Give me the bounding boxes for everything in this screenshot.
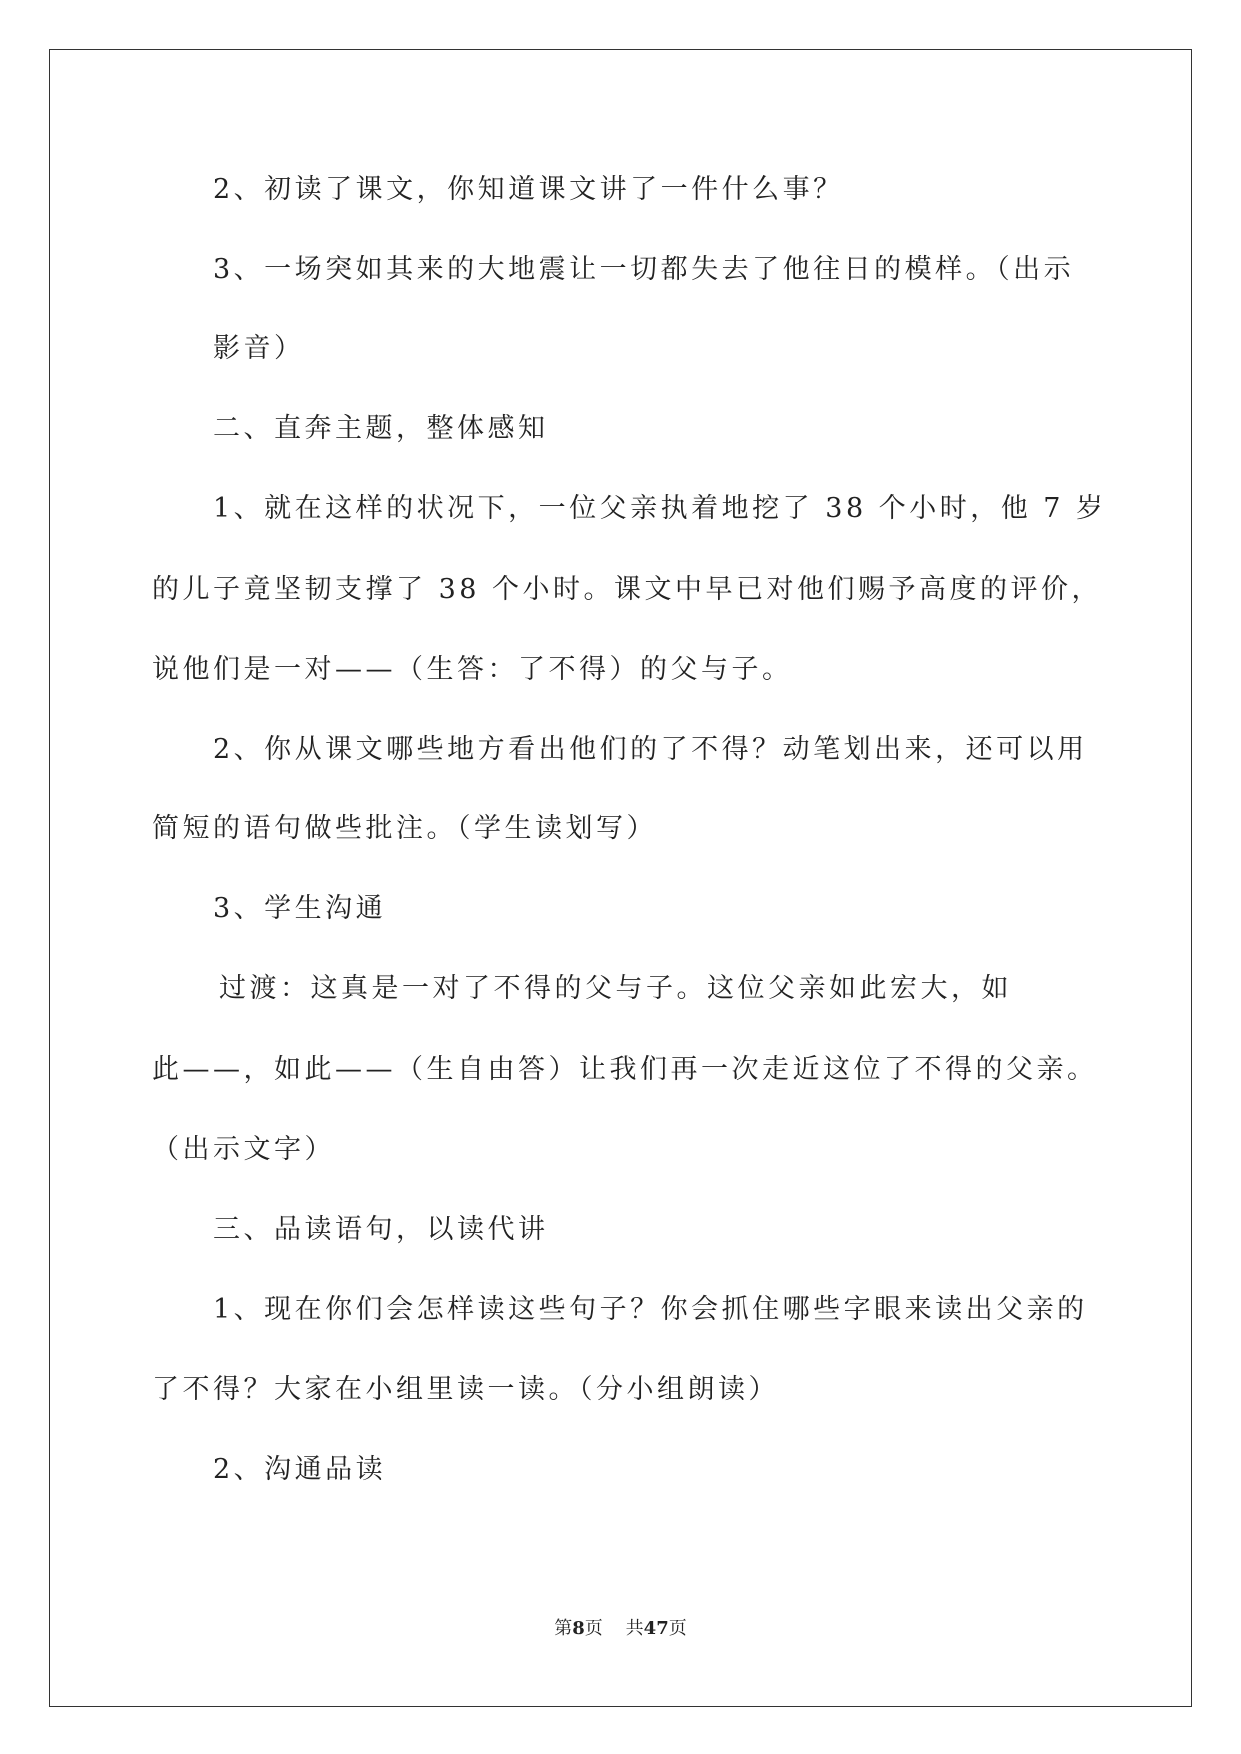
paragraph-line: 简短的语句做些批注。（学生读划写）	[152, 813, 657, 844]
paragraph-line: 2、沟通品读	[213, 1454, 387, 1485]
section-heading: 三、品读语句，以读代讲	[213, 1214, 549, 1245]
page-suffix: 页	[584, 1618, 603, 1639]
paragraph-line: 过渡：这真是一对了不得的父与子。这位父亲如此宏大，如	[219, 973, 1012, 1004]
page-footer	[0, 1617, 1241, 1641]
paragraph-line: 1、就在这样的状况下，一位父亲执着地挖了 38 个小时，他 7 岁	[213, 493, 1107, 524]
page-number: 8	[572, 1618, 585, 1639]
section-heading: 二、直奔主题，整体感知	[213, 413, 549, 444]
paragraph-line: 了不得？大家在小组里读一读。（分小组朗读）	[152, 1374, 779, 1405]
paragraph-line: 说他们是一对——（生答：了不得）的父与子。	[152, 654, 793, 685]
total-pages: 47	[643, 1618, 669, 1639]
paragraph-line: 1、现在你们会怎样读这些句子？你会抓住哪些字眼来读出父亲的	[213, 1294, 1088, 1325]
paragraph-line: 此——，如此——（生自由答）让我们再一次走近这位了不得的父亲。	[152, 1054, 1098, 1085]
paragraph-line: 3、一场突如其来的大地震让一切都失去了他往日的模样。（出示	[213, 254, 1075, 285]
page-prefix: 第	[554, 1618, 573, 1639]
paragraph-line: 的儿子竟坚韧支撑了 38 个小时。课文中早已对他们赐予高度的评价，	[152, 574, 1103, 605]
paragraph-line: （出示文字）	[152, 1134, 335, 1165]
paragraph-line: 2、你从课文哪些地方看出他们的了不得？动笔划出来，还可以用	[213, 734, 1088, 765]
total-prefix: 共	[625, 1618, 644, 1639]
paragraph-line: 3、学生沟通	[213, 893, 387, 924]
total-suffix: 页	[668, 1618, 687, 1639]
paragraph-line: 影音）	[213, 333, 305, 364]
paragraph-line: 2、初读了课文，你知道课文讲了一件什么事？	[213, 174, 844, 205]
